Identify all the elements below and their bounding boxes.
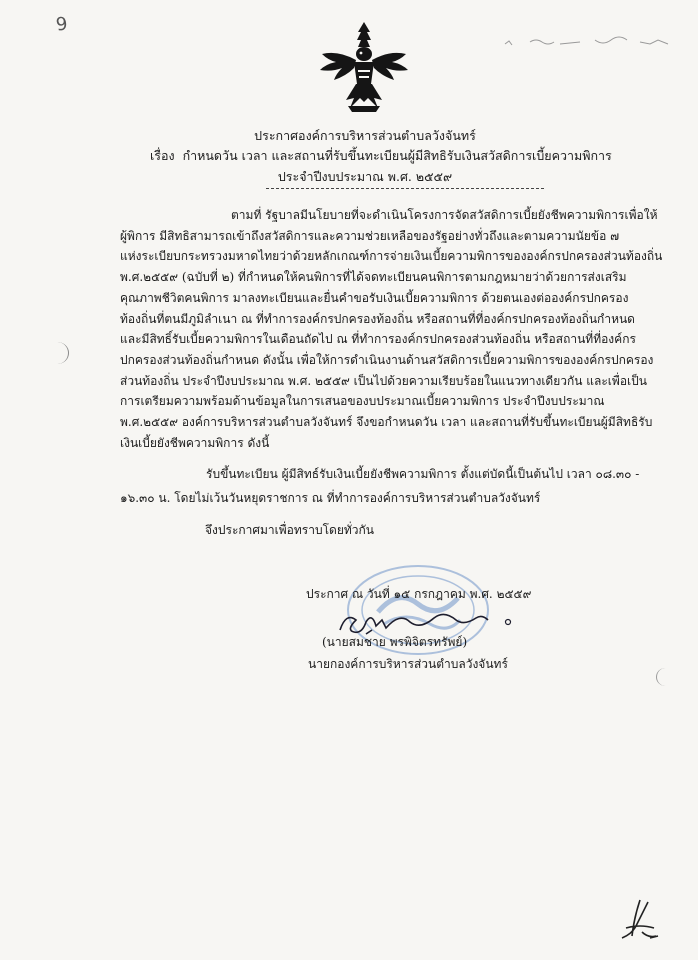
punch-hole-mark (46, 342, 69, 364)
paragraph-line: พ.ศ.๒๕๕๙ องค์การบริหารส่วนตำบลวังจันทร์ จึงขอกำหนดวัน เวลา และสถานที่รับขึ้นทะเบียนผู้มีสิทธิรับ (120, 415, 653, 430)
fiscal-year-line: ประจำปีงบประมาณ พ.ศ. ๒๕๕๙ (277, 169, 453, 184)
paragraph-line: ๑๖.๓๐ น. โดยไม่เว้นวันหยุดราชการ ณ ที่ทำการองค์การบริหารส่วนตำบลวังจันทร์ (120, 491, 541, 505)
garuda-emblem-icon (318, 20, 410, 120)
announce-line: จึงประกาศมาเพื่อทราบโดยทั่วกัน (205, 523, 374, 537)
main-paragraph (120, 205, 686, 453)
faint-scribble (500, 30, 680, 54)
paragraph-line: ปกครองส่วนท้องถิ่นกำหนด ดังนั้น เพื่อให้การดำเนินงานด้านสวัสดิการเบี้ยความพิการขององค์กรปกครอง (120, 352, 654, 367)
paragraph-line: ตามที่ รัฐบาลมีนโยบายที่จะดำเนินโครงการจัดสวัสดิการเบี้ยยังชีพความพิการเพื่อให้ (231, 208, 658, 222)
paragraph-line: รับขึ้นทะเบียน ผู้มีสิทธ์รับเงินเบี้ยยังชีพความพิการ ตั้งแต่บัดนี้เป็นต้นไป เวลา ๐๘.๓๐ - (206, 467, 640, 481)
initials-icon (612, 894, 668, 948)
corner-handwritten-mark: 9 (54, 13, 69, 36)
announcement-title: ประกาศองค์การบริหารส่วนตำบลวังจันทร์ (254, 128, 476, 143)
subject-text: กำหนดวัน เวลา และสถานที่รับขึ้นทะเบียนผู้มีสิทธิรับเงินสวัสดิการเบี้ยความพิการ (182, 148, 612, 163)
subject-prefix: เรื่อง (150, 148, 175, 163)
paragraph-line: พ.ศ.๒๕๕๙ (ฉบับที่ ๒) ที่กำหนดให้คนพิการที่ได้จดทะเบียนคนพิการตามกฎหมายว่าด้วยการส่งเสริม (120, 270, 627, 285)
paragraph-line: ท้องถิ่นที่ตนมีภูมิลำเนา ณ ที่ทำการองค์กรปกครองท้องถิ่น หรือสถานที่ที่องค์กรปกครองท้องถิ่นกำหนด (120, 311, 635, 326)
header-divider (266, 188, 544, 189)
dateline: ประกาศ ณ วันที่ ๑๕ กรกฎาคม พ.ศ. ๒๕๕๙ (306, 587, 532, 601)
paragraph-line: เงินเบี้ยยังชีพความพิการ ดังนี้ (120, 435, 270, 450)
announcement-subject (150, 146, 612, 166)
paragraph-line: ผู้พิการ มีสิทธิสามารถเข้าถึงสวัสดิการและความช่วยเหลือของรัฐอย่างทั่วถึงและตามความนัยข้อ ๗ (120, 228, 620, 243)
paragraph-line: การเตรียมความพร้อมด้านข้อมูลในการเสนอของบประมาณเบี้ยความพิการ ประจำปีงบประมาณ (120, 394, 605, 409)
registration-paragraph (120, 462, 640, 510)
paragraph-line: ส่วนท้องถิ่น ประจำปีงบประมาณ พ.ศ. ๒๕๕๙ เป็นไปด้วยความเรียบร้อยในแนวทางเดียวกัน และเพื่อเป็น (120, 373, 647, 388)
paragraph-line: แห่งระเบียบกระทรวงมหาดไทยว่าด้วยหลักเกณฑ์การจ่ายเงินเบี้ยความพิการขององค์กรปกครองส่วนท้องถิ่น (120, 249, 663, 264)
paragraph-line: คุณภาพชีวิตคนพิการ มาลงทะเบียนและยื่นคำขอรับเงินเบี้ยความพิการ ด้วยตนเองต่อองค์กรปกครอง (120, 290, 629, 305)
signer-title: นายกองค์การบริหารส่วนตำบลวังจันทร์ (308, 657, 508, 671)
signer-name: (นายสมชาย พรพิจิตรทรัพย์) (322, 635, 468, 649)
paragraph-line: และมีสิทธิ์รับเบี้ยความพิการในเดือนถัดไป ณ ที่ทำการองค์กรปกครองส่วนท้องถิ่น หรือสถานที่ที่องค์กร (120, 332, 636, 347)
punch-hole-mark (656, 668, 675, 686)
